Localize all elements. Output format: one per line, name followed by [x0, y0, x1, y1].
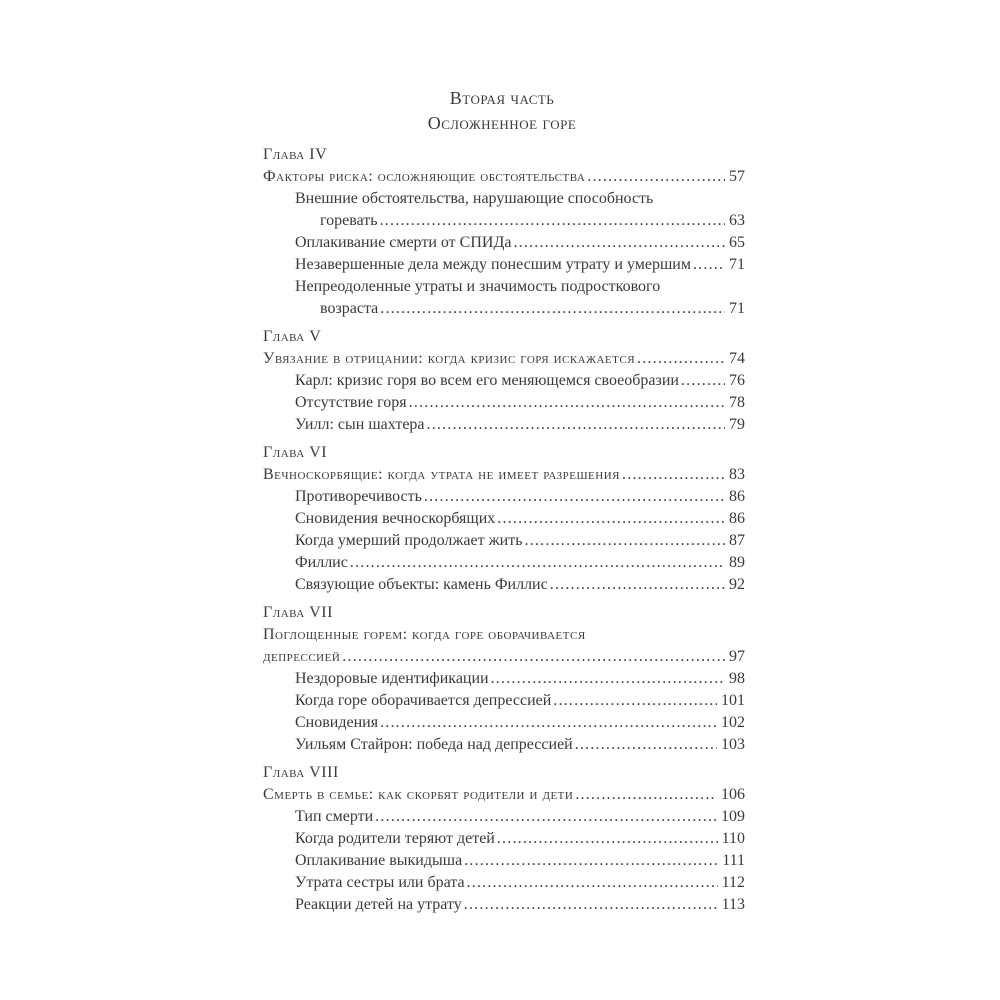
toc-item-line [263, 370, 745, 392]
dot-leader [422, 486, 725, 508]
page-number: 111 [722, 852, 745, 869]
dot-leader [462, 850, 718, 872]
entry-text: Внешние обстоятельства, нарушающие способность [295, 190, 654, 207]
dot-leader [523, 530, 725, 552]
toc-item-line [263, 690, 745, 712]
chapter-label [263, 762, 745, 784]
toc-item-line [263, 574, 745, 596]
page-number: 83 [729, 466, 745, 483]
entry-text: Отсутствие горя [295, 394, 407, 411]
page-number: 92 [729, 576, 745, 593]
dot-leader [465, 872, 718, 894]
page-number: 109 [721, 808, 745, 825]
entry-text: Глава VI [263, 444, 328, 461]
page-number: 63 [729, 212, 745, 229]
entry-text: возраста [320, 300, 379, 317]
page-number: 71 [729, 256, 745, 273]
page-number: 97 [729, 648, 745, 665]
chapter-block [263, 762, 745, 916]
dot-leader [511, 232, 725, 254]
page-number: 101 [721, 692, 745, 709]
entry-text: Когда умерший продолжает жить [295, 532, 523, 549]
entry-text: Оплакивание смерти от СПИДа [295, 234, 512, 251]
toc-item-line [263, 188, 745, 210]
entry-text: Поглощенные горем: когда горе оборачивается [263, 626, 586, 643]
entry-text: Реакции детей на утрату [295, 896, 462, 913]
entry-text: Смерть в семье: как скорбят родители и дети [263, 786, 574, 803]
dot-leader [548, 574, 725, 596]
toc-item-line [263, 414, 745, 436]
toc-item-line [263, 850, 745, 872]
toc-item-line [263, 668, 745, 690]
dot-leader [585, 166, 725, 188]
toc-item-line [263, 806, 745, 828]
toc-item-line [263, 530, 745, 552]
entry-text: Глава V [263, 328, 322, 345]
entry-text: Уилл: сын шахтера [295, 416, 425, 433]
entry-text: Филлис [295, 554, 348, 571]
page-number: 74 [729, 350, 745, 367]
chapter-block [263, 602, 745, 756]
page-number: 65 [729, 234, 745, 251]
entry-text: Глава VIII [263, 764, 339, 781]
page-number: 89 [729, 554, 745, 571]
page-number: 102 [721, 714, 745, 731]
chapter-title-line [263, 348, 745, 370]
entry-text: Сновидения вечноскорбящих [295, 510, 496, 527]
dot-leader [348, 552, 725, 574]
dot-leader [425, 414, 725, 436]
dot-leader [407, 392, 725, 414]
toc-item-continuation [263, 210, 745, 232]
toc-item-line [263, 894, 745, 916]
chapter-title-line [263, 624, 745, 646]
page-number: 110 [721, 830, 745, 847]
entry-text: Связующие объекты: камень Филлис [295, 576, 548, 593]
page-number: 86 [729, 488, 745, 505]
chapter-label [263, 326, 745, 348]
dot-leader [573, 734, 717, 756]
chapter-label [263, 442, 745, 464]
toc-item-line [263, 552, 745, 574]
part-number: Вторая часть [449, 88, 555, 108]
dot-leader [691, 254, 725, 276]
entry-text: Глава VII [263, 604, 333, 621]
page-number: 76 [729, 372, 745, 389]
entry-text: Оплакивание выкидыша [295, 852, 463, 869]
page-number: 71 [729, 300, 745, 317]
entry-text: Карл: кризис горя во всем его меняющемся своеобразии [295, 372, 679, 389]
chapter-block [263, 442, 745, 596]
dot-leader [495, 508, 725, 530]
chapter-label [263, 602, 745, 624]
entry-text: Незавершенные дела между понесшим утрату и умершим [295, 256, 691, 273]
toc-item-line [263, 734, 745, 756]
chapter-block [263, 326, 745, 436]
entry-text: депрессией [263, 648, 341, 665]
entry-text: Увязание в отрицании: когда кризис горя искажается [263, 350, 636, 367]
page-number: 113 [721, 896, 745, 913]
entry-text: Противоречивость [295, 488, 422, 505]
entry-text: Нездоровые идентификации [295, 670, 489, 687]
dot-leader [679, 370, 725, 392]
table-of-contents [263, 144, 745, 916]
chapter-title-line [263, 784, 745, 806]
part-name: Осложненное горе [427, 113, 577, 133]
page-number: 103 [721, 736, 745, 753]
page-number: 98 [729, 670, 745, 687]
dot-leader [340, 646, 725, 668]
toc-item-continuation [263, 298, 745, 320]
dot-leader [620, 464, 725, 486]
entry-text: горевать [320, 212, 378, 229]
chapter-title-line [263, 646, 745, 668]
entry-text: Утрата сестры или брата [295, 874, 465, 891]
toc-item-line [263, 508, 745, 530]
dot-leader [635, 348, 725, 370]
entry-text: Вечноскорбящие: когда утрата не имеет разрешения [263, 466, 620, 483]
toc-item-line [263, 872, 745, 894]
toc-item-line [263, 828, 745, 850]
toc-item-line [263, 392, 745, 414]
dot-leader [373, 806, 717, 828]
toc-item-line [263, 232, 745, 254]
dot-leader [378, 210, 725, 232]
chapter-title-line [263, 166, 745, 188]
page-number: 79 [729, 416, 745, 433]
toc-item-line [263, 276, 745, 298]
chapter-title-line [263, 464, 745, 486]
page-number: 86 [729, 510, 745, 527]
dot-leader [573, 784, 717, 806]
entry-text: Факторы риска: осложняющие обстоятельства [263, 168, 586, 185]
entry-text: Когда родители теряют детей [295, 830, 495, 847]
toc-item-line [263, 254, 745, 276]
page-number: 106 [721, 786, 745, 803]
entry-text: Когда горе оборачивается депрессией [295, 692, 552, 709]
dot-leader [489, 668, 725, 690]
entry-text: Сновидения [295, 714, 379, 731]
page-number: 112 [721, 874, 745, 891]
dot-leader [551, 690, 717, 712]
chapter-label [263, 144, 745, 166]
dot-leader [495, 828, 718, 850]
entry-text: Непреодоленные утраты и значимость подросткового [295, 278, 661, 295]
page-number: 57 [729, 168, 745, 185]
toc-item-line [263, 486, 745, 508]
page-number: 78 [729, 394, 745, 411]
dot-leader [378, 712, 717, 734]
entry-text: Тип смерти [295, 808, 374, 825]
toc-item-line [263, 712, 745, 734]
part-heading [259, 86, 745, 136]
dot-leader [378, 298, 725, 320]
entry-text: Глава IV [263, 146, 328, 163]
entry-text: Уильям Стайрон: победа над депрессией [295, 736, 573, 753]
dot-leader [462, 894, 718, 916]
chapter-block [263, 144, 745, 320]
page-number: 87 [729, 532, 745, 549]
